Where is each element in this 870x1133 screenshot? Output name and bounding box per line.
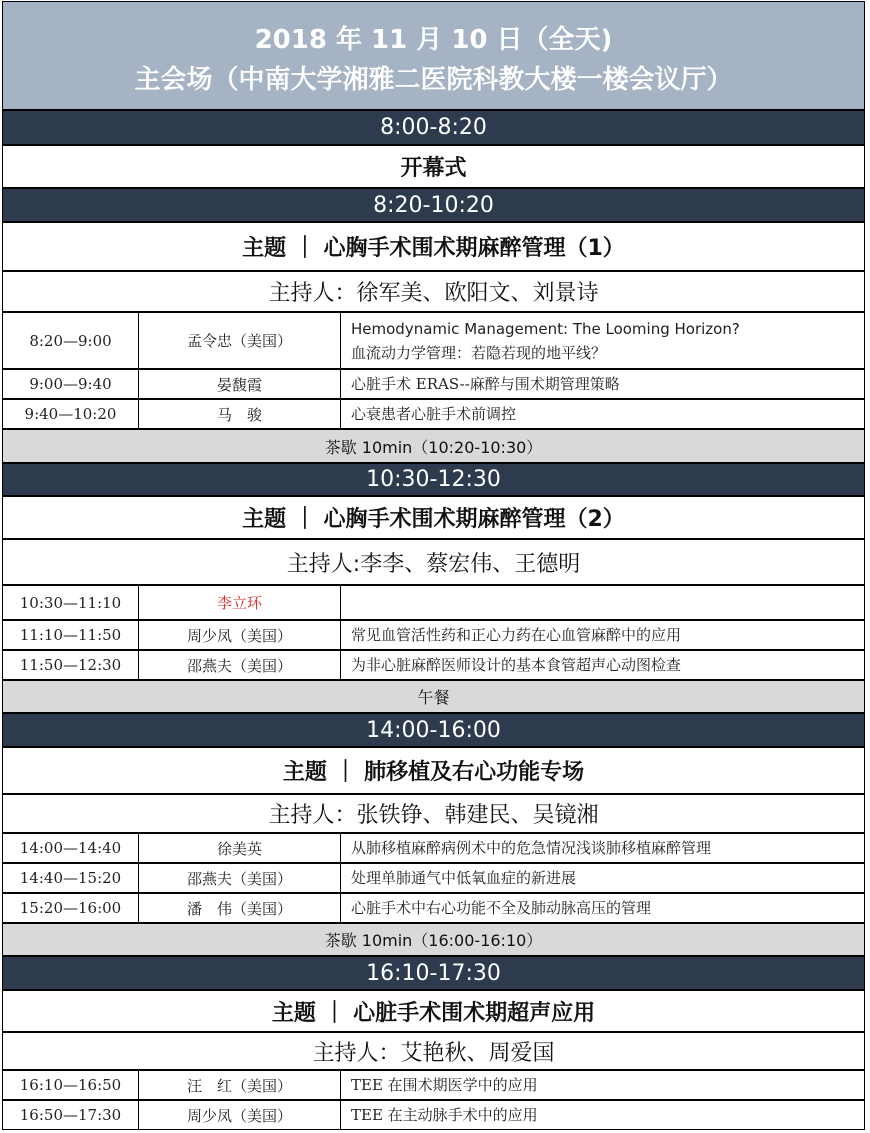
talk-topic: [341, 400, 864, 428]
talk-row: [2, 893, 865, 923]
break-text: 茶歇 10min（16:00-16:10）: [324, 931, 543, 950]
talk-speaker: 晏馥霞: [139, 370, 341, 398]
session-time: 16:10-17:30: [366, 960, 501, 986]
talk-speaker: 周少凤（美国）: [139, 621, 341, 649]
talk-speaker: 马 骏: [139, 400, 341, 428]
venue-heading: 主会场（中南大学湘雅二医院科教大楼一楼会议厅）: [134, 64, 733, 95]
talk-row: [2, 312, 865, 369]
talk-topic-text: 心衰患者心脏手术前调控: [351, 405, 517, 423]
talk-topic: [341, 370, 864, 398]
session-theme: [2, 990, 865, 1032]
talk-time: 11:50—12:30: [3, 651, 139, 679]
talk-topic-text: 为非心脏麻醉医师设计的基本食管超声心动图检查: [351, 656, 682, 674]
session-host-text: 主持人：艾艳秋、周爱国: [312, 1040, 555, 1066]
talk-topic-text: 心脏手术 ERAS--麻醉与围术期管理策略: [351, 375, 620, 393]
talk-time: 15:20—16:00: [3, 894, 139, 922]
talk-row: [2, 585, 865, 620]
session-time-bar: [2, 463, 865, 496]
talk-topic-text: 处理单肺通气中低氧血症的新进展: [351, 869, 577, 887]
talk-topic-text: 常见血管活性药和正心力药在心血管麻醉中的应用: [351, 626, 682, 644]
talk-topic: [341, 651, 864, 679]
talk-time: 16:10—16:50: [3, 1071, 139, 1099]
date-heading: 2018 年 11 月 10 日（全天): [254, 24, 613, 55]
talk-speaker: 李立环: [139, 586, 341, 619]
session-theme-text: 主题 ｜ 肺移植及右心功能专场: [282, 760, 585, 785]
session-host-text: 主持人：徐军美、欧阳文、刘景诗: [268, 281, 599, 306]
session-time-bar: [2, 713, 865, 747]
session-host: [2, 1032, 865, 1070]
talk-row: [2, 650, 865, 680]
session-theme: [2, 222, 865, 271]
session-title: [2, 145, 865, 188]
talk-row: [2, 620, 865, 650]
talk-time: 14:40—15:20: [3, 864, 139, 892]
session-theme-text: 主题 ｜ 心胸手术围术期麻醉管理（1）: [242, 236, 625, 261]
talk-time: 9:40—10:20: [3, 400, 139, 428]
session-time-bar: [2, 956, 865, 990]
session-time: 14:00-16:00: [366, 717, 501, 743]
session-host-text: 主持人：张铁铮、韩建民、吴镜湘: [268, 803, 599, 828]
page-header: [2, 1, 865, 110]
talk-topic-text: 心脏手术中右心功能不全及肺动脉高压的管理: [351, 899, 652, 917]
break-text: 午餐: [417, 688, 450, 707]
talk-time: 10:30—11:10: [3, 586, 139, 619]
talk-speaker: 邵燕夫（美国）: [139, 864, 341, 892]
talk-speaker: 邵燕夫（美国）: [139, 651, 341, 679]
session-theme-text: 主题 ｜ 心脏手术围术期超声应用: [271, 1000, 596, 1026]
talk-topic-text: 从肺移植麻醉病例术中的危急情况浅谈肺移植麻醉管理: [351, 839, 712, 857]
session-host-text: 主持人:李李、蔡宏伟、王德明: [286, 551, 581, 577]
talk-time: 11:10—11:50: [3, 621, 139, 649]
talk-row: [2, 369, 865, 399]
talk-speaker: 徐美英: [139, 834, 341, 862]
talk-topic-en: Hemodynamic Management: The Looming Horizon?: [351, 319, 740, 338]
talk-time: 8:20—9:00: [3, 313, 139, 368]
talk-topic: [341, 864, 864, 892]
break-row: [2, 680, 865, 713]
break-row: [2, 429, 865, 463]
session-host: [2, 539, 865, 585]
session-theme: [2, 747, 865, 794]
talk-topic: [341, 834, 864, 862]
talk-time: 9:00—9:40: [3, 370, 139, 398]
talk-topic: [341, 621, 864, 649]
talk-topic: [341, 313, 864, 368]
talk-topic-text: TEE 在主动脉手术中的应用: [351, 1106, 538, 1124]
break-row: [2, 923, 865, 956]
session-host: [2, 794, 865, 833]
talk-speaker: 孟令忠（美国）: [139, 313, 341, 368]
talk-time: 16:50—17:30: [3, 1101, 139, 1129]
session-time-bar: [2, 110, 865, 145]
talk-row: [2, 1100, 865, 1130]
session-time: 10:30-12:30: [366, 467, 501, 492]
talk-topic: [341, 586, 864, 619]
talk-speaker: 潘 伟（美国）: [139, 894, 341, 922]
session-time-bar: [2, 188, 865, 222]
opening-ceremony: 开幕式: [400, 156, 467, 181]
session-host: [2, 271, 865, 312]
session-theme-text: 主题 ｜ 心胸手术围术期麻醉管理（2）: [242, 507, 625, 532]
talk-row: [2, 863, 865, 893]
talk-speaker: 汪 红（美国）: [139, 1071, 341, 1099]
talk-row: [2, 1070, 865, 1100]
talk-topic-text: TEE 在围术期医学中的应用: [351, 1076, 538, 1094]
talk-time: 14:00—14:40: [3, 834, 139, 862]
talk-topic: [341, 1071, 864, 1099]
session-time: 8:20-10:20: [373, 192, 494, 218]
session-time: 8:00-8:20: [380, 115, 487, 140]
session-theme: [2, 496, 865, 539]
talk-row: [2, 399, 865, 429]
talk-topic: [341, 1101, 864, 1129]
talk-row: [2, 833, 865, 863]
talk-topic-zh: 血流动力学管理：若隐若现的地平线？: [351, 343, 607, 362]
talk-topic: [341, 894, 864, 922]
break-text: 茶歇 10min（10:20-10:30）: [324, 437, 543, 457]
talk-speaker: 周少凤（美国）: [139, 1101, 341, 1129]
